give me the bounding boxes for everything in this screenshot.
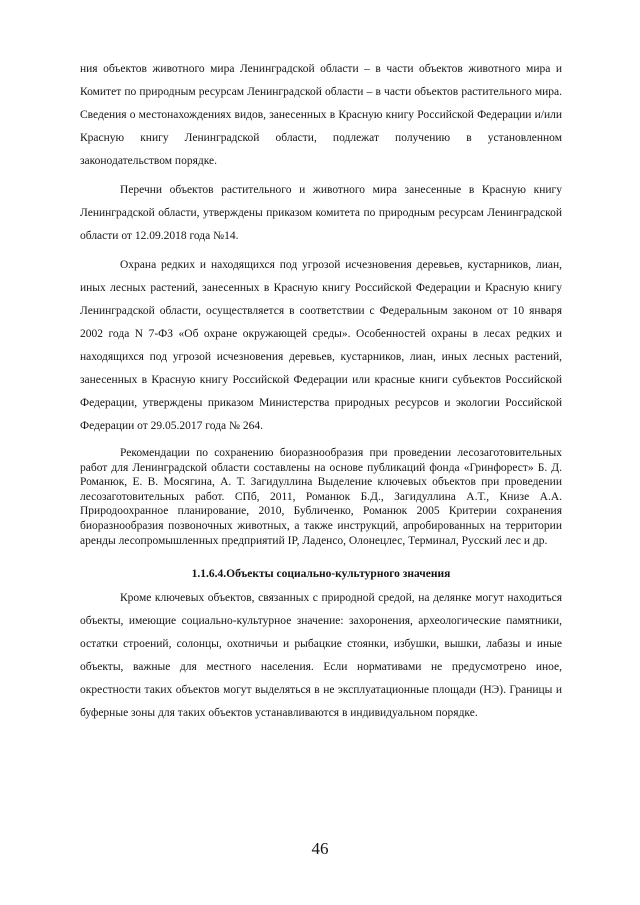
page-number: 46 <box>311 839 329 858</box>
paragraph-red-book-lists: Перечни объектов растительного и животного мира занесенные в Красную книгу Ленинградской области, утверждены приказом комитета по природным ресурсам Ленинградской области от 12.09.2018 года №14. <box>80 184 562 242</box>
paragraph-protected-species-info: ния объектов животного мира Ленинградской области – в части объектов животного мира и Комитет по природным ресурсам Ленинградской области – в части объектов растительного мира. Сведения о местонахождениях видов, занесенных в Красную книгу Российской Федерации и/или Красную книгу Ленинградской области, подлежат получению в установленном законодательством порядке. <box>80 63 562 167</box>
paragraph-sociocultural-objects: Кроме ключевых объектов, связанных с природной средой, на делянке могут находиться объекты, имеющие социально-культурное значение: захоронения, археологические памятники, остатки строений, солонцы, охотничьи и рыбацкие стоянки, избушки, вышки, лабазы и иные объекты, важные для местного населения. Если нормативами не предусмотрено иное, окрестности таких объектов могут выделяться в не эксплуатационные площади (НЭ). Границы и буферные зоны для таких объектов устанавливаются в индивидуальном порядке. <box>80 592 562 720</box>
paragraph-biodiversity-recommendations: Рекомендации по сохранению биоразнообразия при проведении лесозаготовительных работ для Ленинградской области составлены на основе публикаций фонда «Гринфорест» Б. Д. Романюк, Е. В. Мосягина, А. Т. Загидуллина Выделение ключевых объектов при проведении лесозаготовительных работ. СПб, 2011, Романюк Б.Д., Загидуллина А.Т., Книзе А.А. Природоохранное планирование, 2010, Бубличенко, Романюк 2005 Критерии сохранения биоразнообразия позвоночных животных, а также инструкций, апробированных на территории аренды лесопромышленных предприятий IP, Ладенсо, Олонецлес, Терминал, Русский лес и др. <box>80 447 562 547</box>
section-heading: 1.1.6.4.Объекты социально-культурного значения <box>191 568 451 581</box>
document-page <box>80 58 562 725</box>
paragraph-rare-plants-protection: Охрана редких и находящихся под угрозой исчезновения деревьев, кустарников, лиан, иных лесных растений, занесенных в Красную книгу Российской Федерации и Красную книгу Ленинградской области, осуществляется в соответствии с Федеральным законом от 10 января 2002 года N 7-ФЗ «Об охране окружающей среды». Особенностей охраны в лесах редких и находящихся под угрозой исчезновения деревьев, кустарников, лиан, иных лесных растений, занесенных в Красную книгу Российской Федерации или красные книги субъектов Российской Федерации, утверждены приказом Министерства природных ресурсов и экологии Российской Федерации от 29.05.2017 года № 264. <box>80 259 562 432</box>
